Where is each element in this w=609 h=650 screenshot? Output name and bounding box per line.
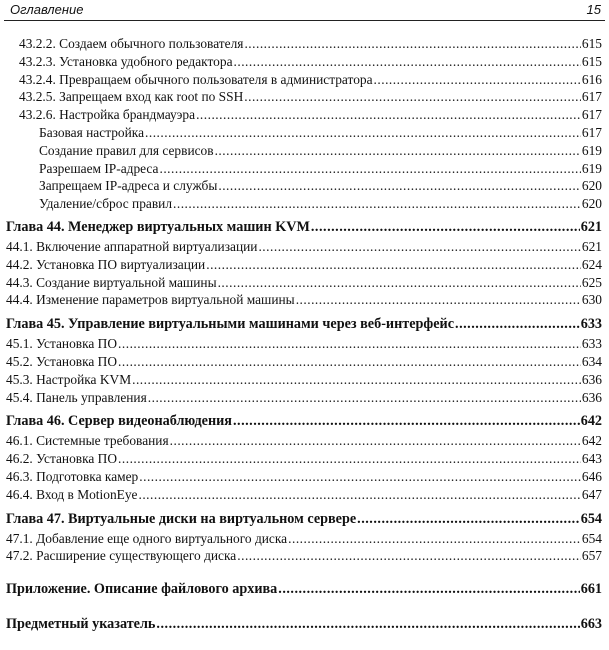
toc-entry-service-rules[interactable]: Создание правил для сервисов ..... 619 <box>6 143 602 161</box>
toc-appendix[interactable]: Приложение. Описание файлового архива ..... 661 <box>6 581 602 601</box>
toc-entry-43-2-6[interactable]: 43.2.6. Настройка брандмауэра ..... 617 <box>6 107 602 125</box>
toc-entry-47-2[interactable]: 47.2. Расширение существующего диска ..... 657 <box>6 548 602 566</box>
toc-entry-45-3[interactable]: 45.3. Настройка KVM ..... 636 <box>6 372 602 390</box>
toc-entry-43-2-5[interactable]: 43.2.5. Запрещаем вход как root по SSH ..... 617 <box>6 89 602 107</box>
toc-entry-allow-ip[interactable]: Разрешаем IP-адреса ..... 619 <box>6 161 602 179</box>
toc-entry-43-2-3[interactable]: 43.2.3. Установка удобного редактора ..... 615 <box>6 54 602 72</box>
toc-entry-47-1[interactable]: 47.1. Добавление еще одного виртуального диска ..... 654 <box>6 531 602 549</box>
toc-entry-deny-ip[interactable]: Запрещаем IP-адреса и службы ..... 620 <box>6 178 602 196</box>
toc-entry-44-1[interactable]: 44.1. Включение аппаратной виртуализации ..... 621 <box>6 239 602 257</box>
toc-chapter-47[interactable]: Глава 47. Виртуальные диски на виртуальном сервере ..... 654 <box>6 511 602 531</box>
toc-entry-45-2[interactable]: 45.2. Установка ПО ..... 634 <box>6 354 602 372</box>
toc-entry-46-2[interactable]: 46.2. Установка ПО ..... 643 <box>6 451 602 469</box>
toc-entry-44-3[interactable]: 44.3. Создание виртуальной машины ..... 625 <box>6 275 602 293</box>
toc-entry-basic-setup[interactable]: Базовая настройка ..... 617 <box>6 125 602 143</box>
toc-entry-46-3[interactable]: 46.3. Подготовка камер ..... 646 <box>6 469 602 487</box>
toc-chapter-45[interactable]: Глава 45. Управление виртуальными машинами через веб-интерфейс ..... 633 <box>6 316 602 336</box>
page-number: 15 <box>586 2 601 17</box>
toc-entry-reset-rules[interactable]: Удаление/сброс правил ..... 620 <box>6 196 602 214</box>
table-of-contents <box>6 36 602 636</box>
running-title: Оглавление <box>10 2 84 17</box>
toc-subject-index[interactable]: Предметный указатель ..... 663 <box>6 616 602 636</box>
toc-entry-45-1[interactable]: 45.1. Установка ПО ..... 633 <box>6 336 602 354</box>
toc-entry-43-2-4[interactable]: 43.2.4. Превращаем обычного пользователя в администратора ..... 616 <box>6 72 602 90</box>
toc-entry-44-4[interactable]: 44.4. Изменение параметров виртуальной машины ..... 630 <box>6 292 602 310</box>
toc-entry-45-4[interactable]: 45.4. Панель управления ..... 636 <box>6 390 602 408</box>
toc-chapter-44[interactable]: Глава 44. Менеджер виртуальных машин KVM ..... 621 <box>6 219 602 239</box>
toc-entry-44-2[interactable]: 44.2. Установка ПО виртуализации ..... 624 <box>6 257 602 275</box>
toc-chapter-46[interactable]: Глава 46. Сервер видеонаблюдения ..... 642 <box>6 413 602 433</box>
toc-entry-46-4[interactable]: 46.4. Вход в MotionEye ..... 647 <box>6 487 602 505</box>
toc-entry-43-2-2[interactable]: 43.2.2. Создаем обычного пользователя ..... 615 <box>6 36 602 54</box>
page-header <box>4 0 605 21</box>
toc-entry-46-1[interactable]: 46.1. Системные требования ..... 642 <box>6 433 602 451</box>
